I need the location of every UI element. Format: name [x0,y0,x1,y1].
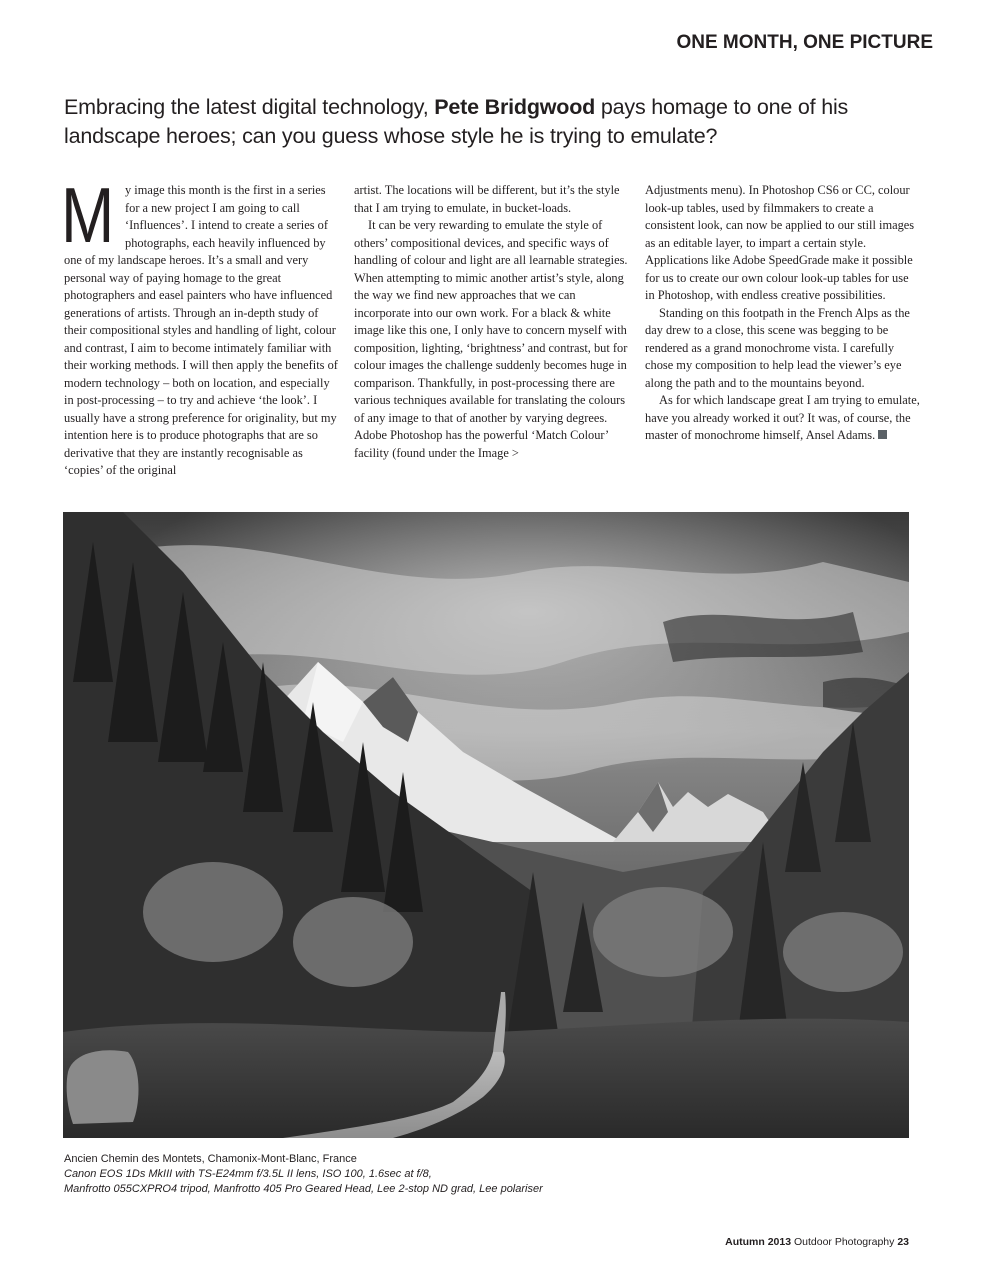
end-of-article-mark [878,430,887,439]
footer-magazine-name: Outdoor Photography [793,1236,895,1248]
caption-tech-details-line-1: Canon EOS 1Ds MkIII with TS-E24mm f/3.5L II lens, ISO 100, 1.6sec at f/8, [64,1168,432,1180]
article-column-1 [61,171,340,480]
photo-caption [64,1152,764,1197]
article-paragraph: Adjustments menu). In Photoshop CS6 or CC, colour look-up tables, used by filmmakers to create a consistent look, can now be applied to our still images as an editable layer, to impart a certain style. Applications like Adobe SpeedGrade make it possible for us to create our own colour look-up tables for use in Photoshop, with endless creative possibilities. [645,183,915,302]
article-paragraph: It can be very rewarding to emulate the style of others’ compositional devices, and specific ways of handling of colour and light are all learnable strategies. When attempting to mimic another artist’s style, along the way we find new approaches that we can incorporate into our own work. For a black & white image like this one, I only have to concern myself with composition, lighting, ‘brightness’ and contrast, but for colour images the challenge suddenly becomes huge in comparison. Thankfully, in post-processing there are various techniques available for translating the colours of any image to that of another by varying degrees. Adobe Photoshop has the powerful ‘Match Colour’ facility (found under the Image > [354,218,628,460]
standfirst [64,93,924,151]
section-header: ONE MONTH, ONE PICTURE [676,32,933,53]
article-paragraph: artist. The locations will be different, but it’s the style that I am trying to emulate, in bucket-loads. [354,183,620,215]
footer-issue: Autumn 2013 [725,1236,792,1248]
page-number: 23 [897,1236,909,1248]
article-column-2 [354,182,630,462]
caption-location: Ancien Chemin des Montets, Chamonix-Mont-Blanc, France [64,1153,357,1165]
article-paragraph: As for which landscape great I am trying to emulate, have you already worked it out? It was, of course, the master of monochrome himself, Ansel Adams. [645,393,920,442]
author-name: Pete Bridgwood [434,95,596,119]
article-paragraph: My image this month is the first in a series for a new project I am going to call ‘Influences’. I intend to create a series of photographs, each heavily influenced by one of my landscape heroes. It’s a small and very personal way of paying homage to the great photographers and easel painters who have influenced generations of artists. Through an in-depth study of their compositional styles and handling of light, colour and contrast, I aim to become intimately familiar with their working methods. I will then apply the benefits of modern technology – both on location, and especially in post-processing – to try and achieve ‘the look’. I usually have a strong preference for originality, but my intention here is to produce photographs that are so derivative that they are instantly recognisable as ‘copies’ of the original [61,171,338,477]
article-paragraph: Standing on this footpath in the French Alps as the day drew to a close, this scene was begging to be rendered as a grand monochrome vista. I carefully chose my composition to help lead the viewer’s eye along the path and to the mountains beyond. [645,305,910,390]
caption-tech-details-line-2: Manfrotto 055CXPRO4 tripod, Manfrotto 405 Pro Geared Head, Lee 2-stop ND grad, Lee polariser [64,1183,543,1195]
standfirst-text-after: pays homage to one of his landscape heroes; can you guess whose style he is trying to emulate? [64,95,849,148]
landscape-photo [63,512,909,1138]
drop-cap: M [61,171,115,259]
standfirst-text-before: Embracing the latest digital technology, [64,95,435,119]
page-footer [725,1236,909,1248]
photo-illustration [63,512,909,1138]
article-body [61,171,920,500]
article-column-3 [645,182,921,445]
